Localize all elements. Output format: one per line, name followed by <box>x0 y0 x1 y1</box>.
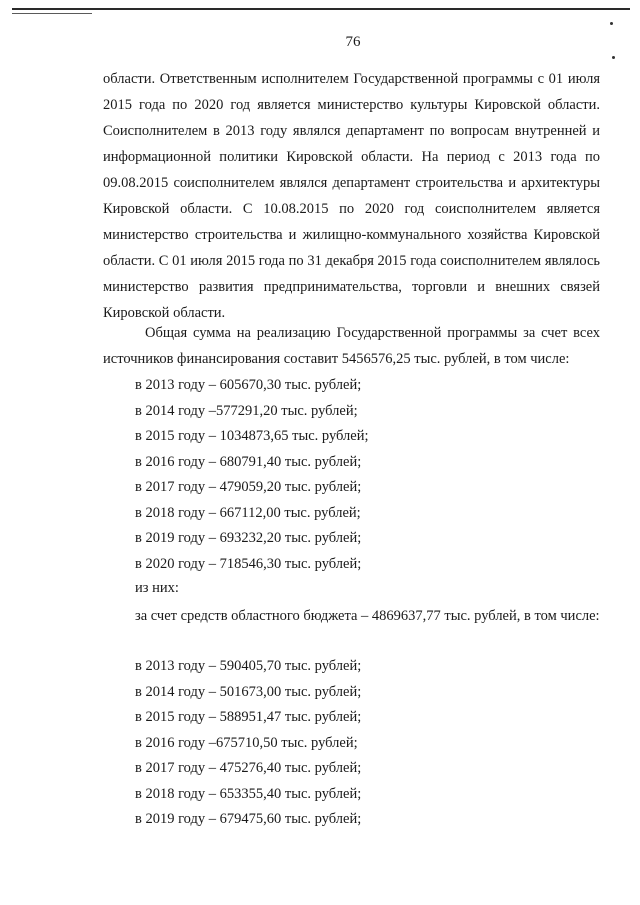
list-item: в 2018 году – 667112,00 тыс. рублей; <box>135 504 361 521</box>
list-item: в 2015 году – 588951,47 тыс. рублей; <box>135 709 362 725</box>
paragraph-regional-budget: за счет средств областного бюджета – 4869637,77 тыс. рублей, в том числе: <box>135 608 600 624</box>
paragraph-responsible-executors: области. Ответственным исполнителем Государственной программы с 01 июля 2015 года по 2020 год является министерство культуры Кировской области. Соисполнителем в 2013 году являлся департамент по вопросам внутренней и информационной политики Кировской области. На период с 2013 года по 09.08.2015 соисполнителем являлся департамент строительства и архитектуры Кировской области. С 10.08.2015 по 2020 год соисполнителем является министерство строительства и жилищно-коммунального хозяйства Кировской области. С 01 июля 2015 года по 31 декабря 2015 года соисполнителем являлось министерство развития предпринимательства, торговли и внешних связей Кировской области. <box>103 71 600 321</box>
list-item: в 2016 году – 680791,40 тыс. рублей; <box>135 453 362 470</box>
list-item: в 2013 году – 605670,30 тыс. рублей; <box>135 377 362 393</box>
of-which-label: из них: <box>135 580 179 596</box>
list-item: в 2020 году – 718546,30 тыс. рублей; <box>135 555 362 572</box>
paragraph-total-funding: Общая сумма на реализацию Государственной программы за счет всех источников финансирования составит 5456576,25 тыс. рублей, в том числе: <box>103 325 600 367</box>
regional-funding-by-year-list <box>135 654 361 833</box>
list-item: в 2019 году – 679475,60 тыс. рублей; <box>135 811 362 827</box>
scan-top-border <box>12 8 630 10</box>
list-item: в 2016 году –675710,50 тыс. рублей; <box>135 734 358 751</box>
list-item: в 2019 году – 693232,20 тыс. рублей; <box>135 530 362 546</box>
list-item: в 2018 году – 653355,40 тыс. рублей; <box>135 785 362 802</box>
scan-speck <box>610 22 613 25</box>
scan-top-border-shadow <box>12 13 92 14</box>
list-item: в 2017 году – 479059,20 тыс. рублей; <box>135 479 362 495</box>
list-item: в 2017 году – 475276,40 тыс. рублей; <box>135 760 362 776</box>
total-funding-by-year-list <box>135 373 369 577</box>
scan-speck <box>612 56 615 59</box>
list-item: в 2014 году –577291,20 тыс. рублей; <box>135 402 358 419</box>
page-number: 76 <box>345 34 361 50</box>
list-item: в 2014 году – 501673,00 тыс. рублей; <box>135 683 362 700</box>
list-item: в 2015 году – 1034873,65 тыс. рублей; <box>135 428 369 444</box>
list-item: в 2013 году – 590405,70 тыс. рублей; <box>135 658 362 674</box>
